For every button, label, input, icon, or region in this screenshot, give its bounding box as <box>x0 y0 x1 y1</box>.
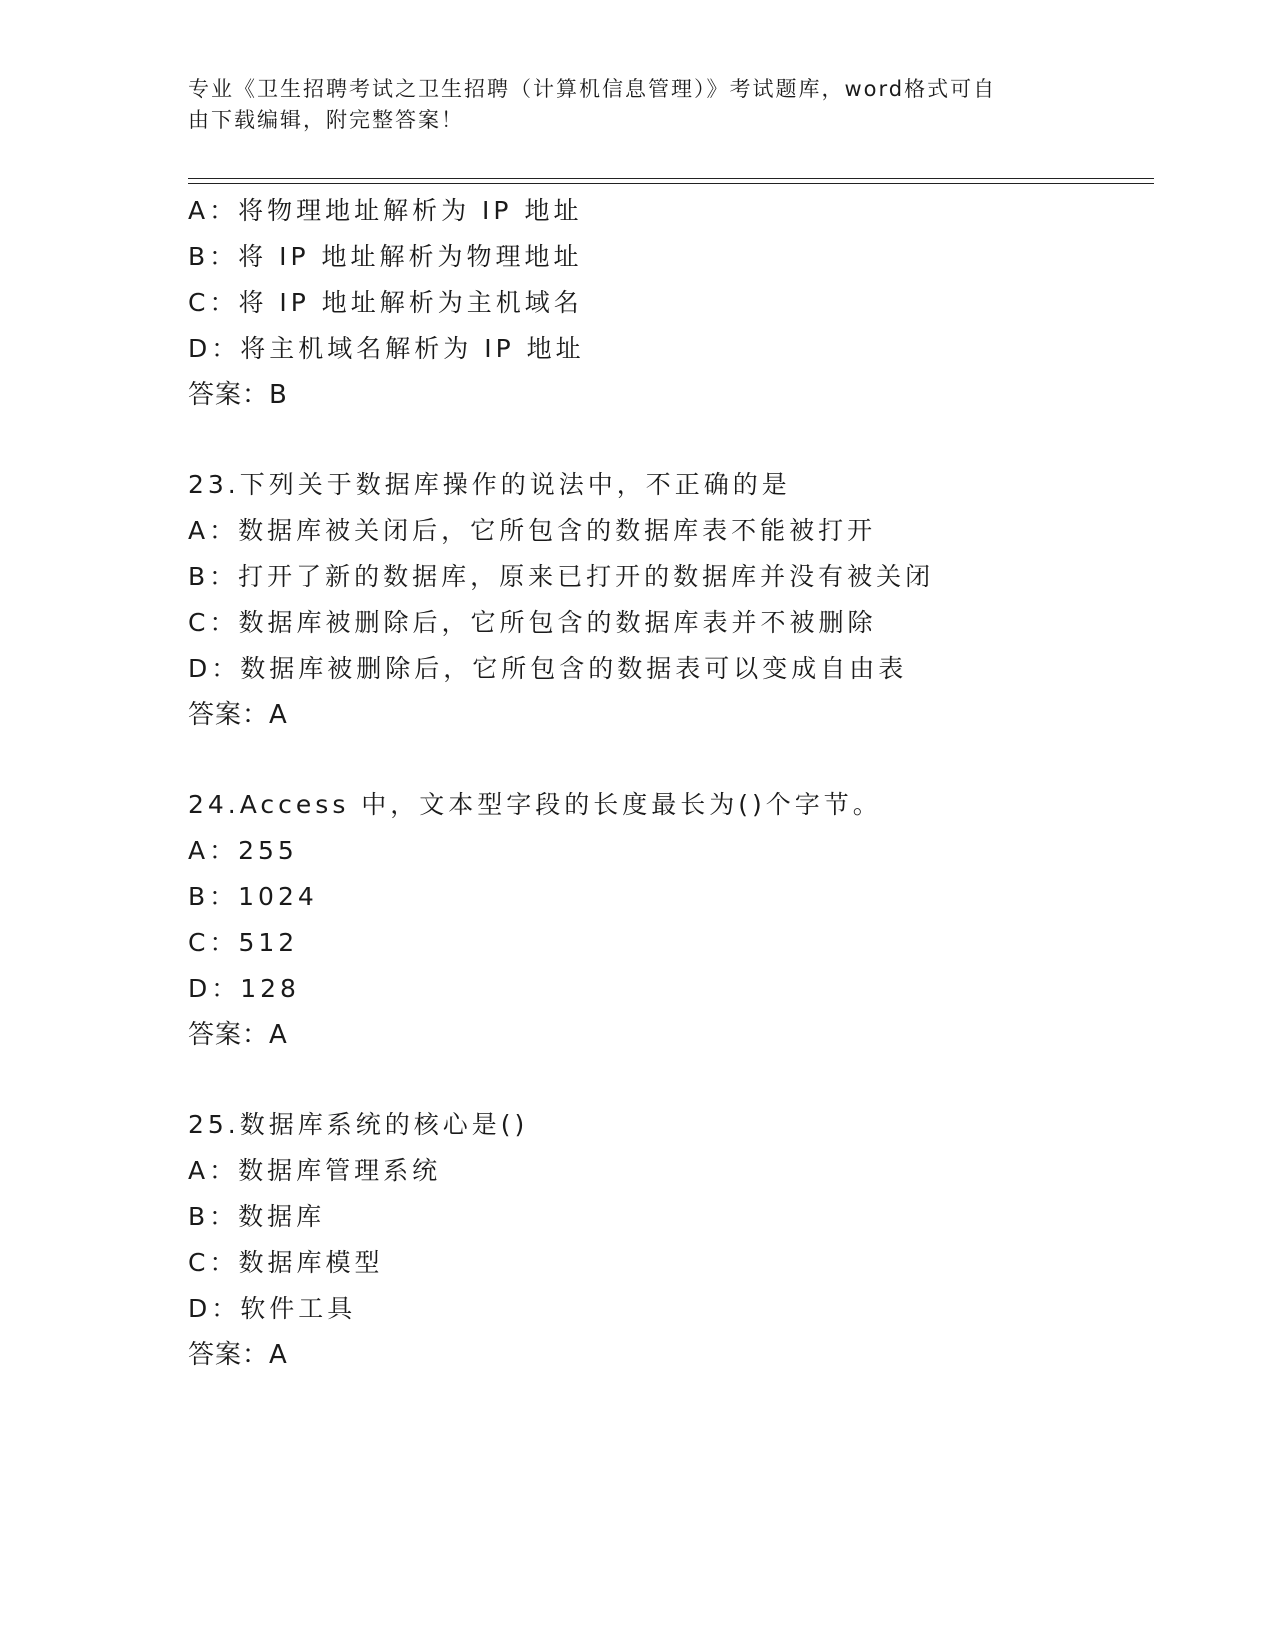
answer: 答案：A <box>188 700 288 730</box>
header-line-1: 专业《卫生招聘考试之卫生招聘（计算机信息管理）》考试题库，word格式可自 <box>188 77 997 101</box>
question-stem: 23.下列关于数据库操作的说法中，不正确的是 <box>188 470 791 499</box>
answer: 答案：A <box>188 1020 288 1050</box>
option-d: D：将主机域名解析为 IP 地址 <box>188 334 585 363</box>
option-d: D：128 <box>188 974 300 1003</box>
option-a: A：将物理地址解析为 IP 地址 <box>188 196 583 225</box>
question-content <box>188 188 1148 1378</box>
option-a: A：数据库管理系统 <box>188 1156 442 1185</box>
spacer <box>188 1058 1148 1102</box>
option-b: B：1024 <box>188 882 318 911</box>
question-24 <box>188 782 1148 1058</box>
option-b: B：数据库 <box>188 1202 326 1231</box>
header-divider-bottom <box>188 183 1154 184</box>
question-23 <box>188 462 1148 738</box>
option-c: C：将 IP 地址解析为主机域名 <box>188 288 583 317</box>
option-d: D：软件工具 <box>188 1294 357 1323</box>
question-22 <box>188 188 1148 418</box>
answer: 答案：A <box>188 1340 288 1370</box>
question-25 <box>188 1102 1148 1378</box>
spacer <box>188 418 1148 462</box>
option-b: B：将 IP 地址解析为物理地址 <box>188 242 583 271</box>
option-d: D：数据库被删除后，它所包含的数据表可以变成自由表 <box>188 654 908 683</box>
header-divider-top <box>188 178 1154 179</box>
option-c: C：512 <box>188 928 299 957</box>
document-header <box>188 74 1088 136</box>
option-c: C：数据库模型 <box>188 1248 384 1277</box>
option-c: C：数据库被删除后，它所包含的数据库表并不被删除 <box>188 608 877 637</box>
option-a: A：255 <box>188 836 298 865</box>
header-line-2: 由下载编辑，附完整答案！ <box>188 108 464 132</box>
question-stem: 25.数据库系统的核心是() <box>188 1110 529 1139</box>
answer: 答案：B <box>188 380 288 410</box>
question-stem: 24.Access 中，文本型字段的长度最长为()个字节。 <box>188 790 882 819</box>
option-a: A：数据库被关闭后，它所包含的数据库表不能被打开 <box>188 516 877 545</box>
spacer <box>188 738 1148 782</box>
option-b: B：打开了新的数据库，原来已打开的数据库并没有被关闭 <box>188 562 935 591</box>
